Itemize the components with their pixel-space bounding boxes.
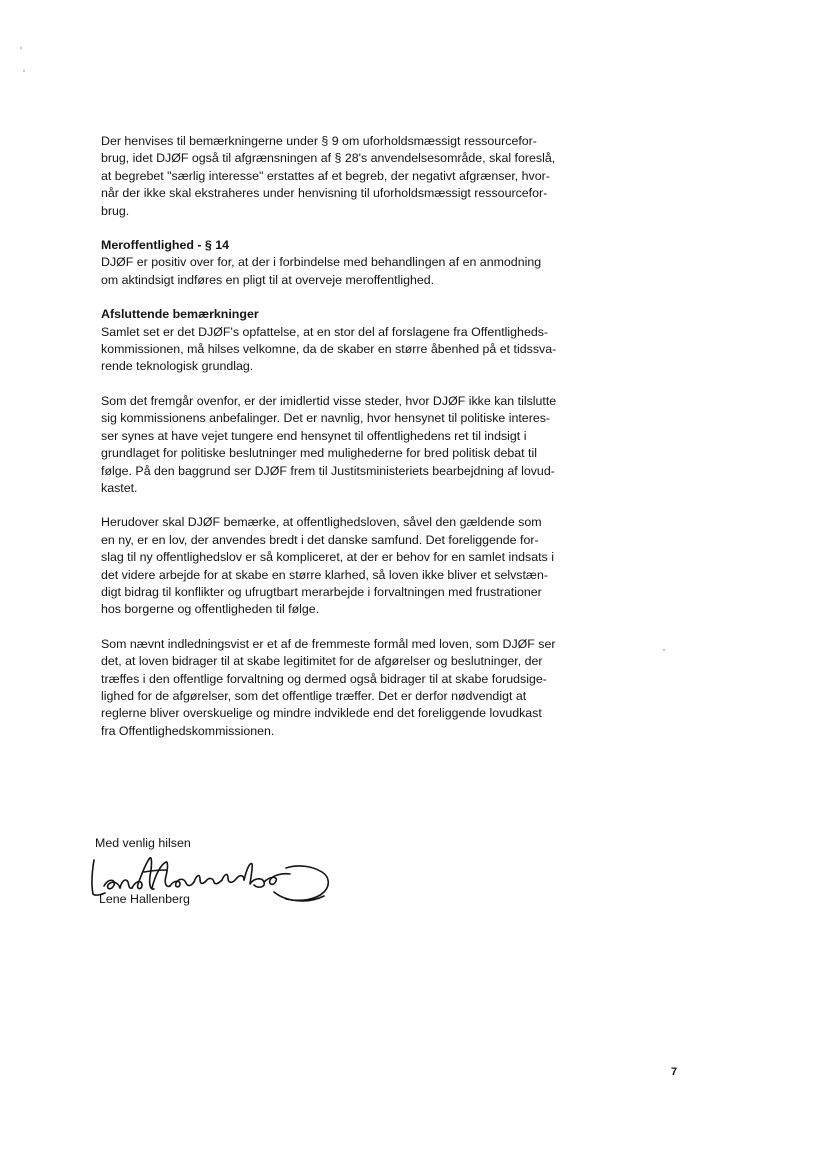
text-line: når der ikke skal ekstraheres under henvisning til uforholdsmæssigt ressourcefor- (101, 186, 548, 201)
text-line: rende teknologisk grundlag. (101, 359, 254, 374)
text-line: en ny, er en lov, der anvendes bredt i det danske samfund. Det foreliggende for- (101, 532, 539, 547)
text-line: hos borgerne og offentligheden til følge. (101, 602, 320, 617)
paragraph (101, 393, 621, 497)
signer-name: Lene Hallenberg (99, 892, 190, 906)
paragraph (101, 237, 621, 289)
scan-speck (20, 47, 22, 49)
text-line: træffes i den offentlige forvaltning og dermed også bidrager til at skabe forudsige- (101, 671, 547, 686)
text-line: Der henvises til bemærkningerne under § 9 om uforholdsmæssigt ressourcefor- (101, 134, 537, 148)
text-line: det, at loven bidrager til at skabe legitimitet for de afgørelser og beslutninger, der (101, 654, 543, 669)
text-line: følge. På den baggrund ser DJØF frem til Justitsministeriets bearbejdning af lovud- (101, 463, 555, 478)
text-line: Samlet set er det DJØF's opfattelse, at en stor del af forslagene fra Offentligheds- (101, 324, 549, 339)
text-line: Som nævnt indledningsvist er et af de fremmeste formål med loven, som DJØF ser (101, 636, 556, 651)
text-line: fra Offentlighedskommissionen. (101, 723, 275, 738)
text-line: om aktindsigt indføres en pligt til at overveje meroffentlighed. (101, 272, 435, 287)
text-line: Som det fremgår ovenfor, er der imidlertid visse steder, hvor DJØF ikke kan tilslutte (101, 393, 557, 408)
text-line: at begrebet "særlig interesse" erstattes af et begreb, der negativt afgrænser, hvor- (101, 168, 550, 183)
text-line: ser synes at have vejet tungere end hensynet til offentlighedens ret til indsigt i (101, 428, 527, 443)
text-line: Herudover skal DJØF bemærke, at offentlighedsloven, såvel den gældende som (101, 515, 542, 530)
text-line: grundlaget for politiske beslutninger med mulighederne for bred politisk debat til (101, 446, 537, 461)
text-line: det videre arbejde for at skabe en større klarhed, så loven ikke bliver et selvstæn- (101, 567, 548, 582)
text-line: brug. (101, 203, 130, 218)
scan-speck (663, 649, 665, 651)
paragraph (101, 514, 621, 618)
text-line: brug, idet DJØF også til afgrænsningen af § 28's anvendelsesområde, skal foreslå, (101, 151, 556, 166)
text-line: digt bidrag til konflikter og ufrugtbart merarbejde i forvaltningen med frustrationer (101, 584, 542, 599)
text-line: kastet. (101, 480, 138, 495)
text-line: slag til ny offentlighedslov er så kompliceret, at der er behov for en samlet indsats i (101, 550, 554, 565)
text-line: lighed for de afgørelser, som det offentlige træffer. Det er derfor nødvendigt at (101, 688, 527, 703)
text-line: sig kommissionens anbefalinger. Det er navnlig, hvor hensynet til politiske interes- (101, 411, 551, 426)
text-line: kommissionen, må hilses velkomne, da de skaber en større åbenhed på et tidssva- (101, 342, 557, 357)
section-heading: Meroffentlighed - § 14 (101, 238, 230, 253)
page-number: 7 (671, 1066, 678, 1078)
paragraph (101, 306, 621, 376)
text-line: DJØF er positiv over for, at der i forbindelse med behandlingen af en anmodning (101, 255, 542, 270)
scan-speck (23, 70, 25, 72)
section-heading: Afsluttende bemærkninger (101, 307, 259, 322)
text-line: reglerne bliver overskuelige og mindre indviklede end det foreliggende lovudkast (101, 706, 542, 721)
closing-salutation: Med venlig hilsen (95, 836, 191, 850)
letter-body (101, 133, 621, 757)
paragraph (101, 133, 621, 220)
paragraph (101, 636, 621, 740)
